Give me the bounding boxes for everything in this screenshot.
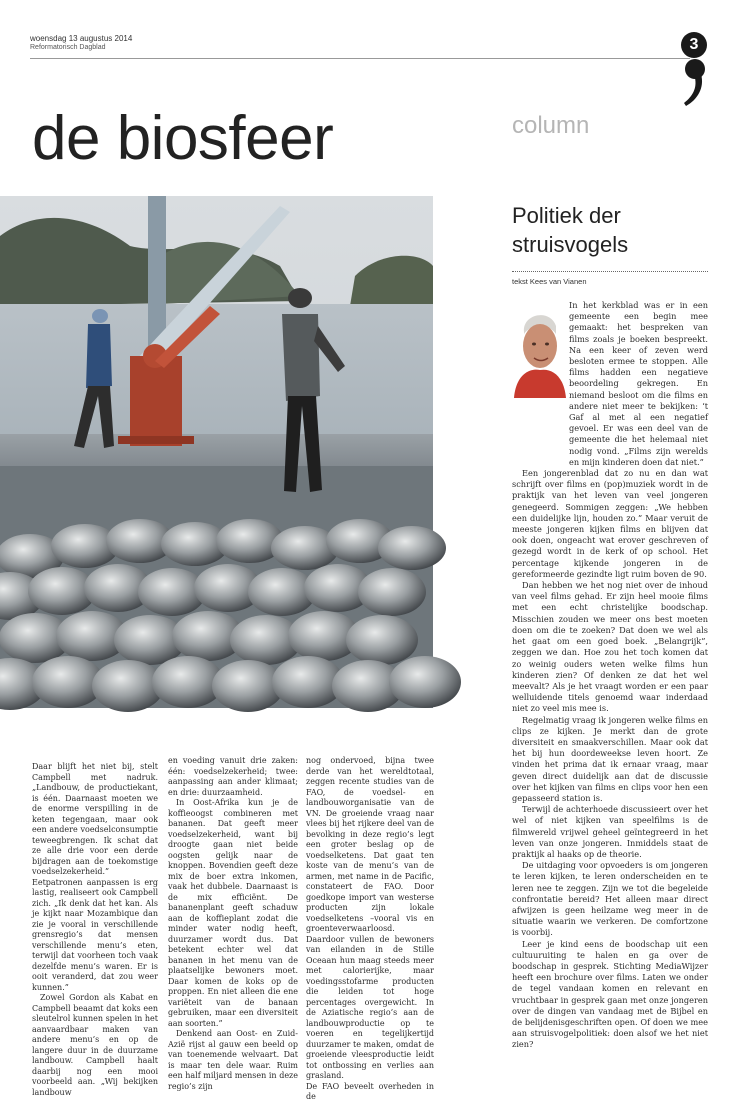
column-headline-line2: struisvogels [512, 232, 629, 257]
column-headline [512, 201, 712, 259]
article-paragraph: nog ondervoed, bijna twee derde van het wereldtotaal, zeggen recente studies van de FAO, de voedsel- en landbouworganisatie van de VN. De groeiende vraag naar vlees bij het rijkere deel van de bevolking in deze regio’s legt een groter beslag op de voedselketens. Dat gaat ten koste van de menu’s van de armen, met name in de Pacific, constateert de FAO. Door goedkope import van westerse producten zijn lokale voedselketens –vooral vis en groenteverwaarloosd. Daardoor vullen de bewoners van eilanden in de Stille Oceaan hun maag steeds meer met calorierijke, maar voedingsstofarme producten die leiden tot hoge percentages overgewicht. In de Aziatische regio’s aan de landbouwproductie op te voeren en tegelijkertijd duurzamer te maken, omdat de groeiende vleesproductie leidt tot ontbossing en verlies aan grasland. [306, 756, 434, 1080]
column-headline-line1: Politiek der [512, 203, 621, 228]
column-paragraph: In het kerkblad was er in een gemeente een begin mee gemaakt: het bespreken van films zoals je boeken bespreekt. Na een keer of zeven werd besloten ermee te stoppen. Alle films hadden een negatieve beoordeling gekregen. En niemand besloot om die films en andere niet meer te bekijken: ‘t Gaf al met al een negatief gevoel. Er was een deel van de gemeente die het helemaal niet nodig vond. „Films zijn werelds en mijn kinderen doen dat niet.” [569, 300, 708, 467]
byline: tekst Kees van Vianen [512, 277, 587, 286]
column-paragraph: De uitdaging voor opvoeders is om jongeren te leren kijken, te leren onderscheiden en te leren nee te zeggen. Zijn we tot die begeleide confrontatie bereid? Het alleen maar direct afwijzen is geen heilzame weg meer in de situatie waarin we verkeren. De comfortzone is voorbij. [512, 860, 708, 938]
article-paragraph: In Oost-Afrika kun je de koffieoogst combineren met bananen. Dat geeft meer voedselzekerheid, want bij droogte gaan niet beide oogsten gelijk naar de knoppen. Bovendien geeft deze mix de boer extra inkomen, vaak het dubbele. Daarnaast is de mix efficiënt. De bananenplant geeft schaduw aan de koffieplant zodat die minder water nodig heeft, duurzamer wordt dus. Dat betekent echter wel dat bananen in het menu van de plaatselijke bewoners moet. Daar komen de koks op de proppen. En niet alleen die ene variëteit van de banaan gebruiken, maar een diversiteit aan soorten.” [168, 798, 298, 1028]
issue-date: woensdag 13 augustus 2014 [30, 34, 133, 43]
column-paragraph: Dan hebben we het nog niet over de inhoud van veel films gehad. Er zijn heel mooie films met een echt christelijke boodschap. Misschien zouden we meer ons best moeten doen om die te zoeken? Dat doen we wel als het gaat om een goed boek. „Belangrijk”, zeggen we dan. Hoe zou het toch komen dat zo weinig ouders weten welke films hun kinderen zien? Of denken ze dat het wel meevalt? Als je het vraagt worden er een paar welluidende titels genoemd waar inderdaad niet zo veel mis mee is. [512, 580, 708, 714]
article-paragraph: Denkend aan Oost- en Zuid-Azië rijst al gauw een beeld op van toenemende welvaart. Dat is maar ten dele waar. Ruim een half miljard mensen in deze regio’s zijn [168, 1029, 298, 1091]
column-kicker: column [512, 112, 590, 139]
column-paragraph: Terwijl de achterhoede discussieert over het wel of niet kijken van speelfilms is de filmwereld vrijwel geheel geïntegreerd in het leven van onze jongeren. Inmiddels staat de praktijk al haaks op de theorie. [512, 804, 708, 859]
top-rule [30, 58, 690, 59]
fish-market-photo [0, 196, 433, 708]
article-column-1 [32, 762, 158, 1098]
masthead [30, 34, 132, 51]
article-column-2 [168, 756, 298, 1092]
article-paragraph: Daar blijft het niet bij, stelt Campbell met nadruk. „Landbouw, de productiekant, is één. Daarnaast moeten we de enorme verspilling in de keten tegengaan, maar ook een andere voedselconsumptie teweegbrengen. Ik schat dat ze alle drie voor een derde bijdragen aan de toekomstige voedselzekerheid.” Eetpatronen aanpassen is erg lastig, realiseert ook Campbell zich. „Ik denk dat het kan. Als je kijkt naar Mozambique dan zie je vooral in verschillende grensregio’s dat mensen verschillende menu’s eten, terwijl dat voorheen toch vaak dezelfde menu’s waren. Er is ooit veranderd, dat zou weer kunnen.” [32, 762, 158, 992]
article-paragraph: De FAO beveelt overheden in de [306, 1081, 434, 1101]
page-number: 3 [681, 32, 707, 58]
newspaper-name: Reformatorisch Dagblad [30, 44, 106, 51]
article-paragraph: en voeding vanuit drie zaken: één: voedselzekerheid; twee: aanpassing aan ander klimaat; en drie: duurzaamheid. [168, 756, 298, 797]
section-title: de biosfeer [32, 104, 334, 173]
dotted-divider [512, 271, 708, 272]
column-paragraph: Een jongerenblad dat zo nu en dan wat schrijft over films en (pop)muziek wordt in de praktijk van het leven van veel jongeren genegeerd. Sommigen zeggen: „We hebben een duidelijke lijn, houden zo.” Maar veruit de meeste jongeren kijken films en blijven dat ook doen, ongeacht wat erover geschreven of gezegd wordt in de kerk of op school. Het percentage kijkende jongeren in de gereformeerde gezindte ligt ruim boven de 90. [512, 468, 708, 579]
article-paragraph: Zowel Gordon als Kabat en Campbell beaamt dat koks een sleutelrol kunnen spelen in het aanvaardbaar maken van andere menu’s en op de langere duur in de duurzame landbouw. Campbell haalt daarbij nog een mooi voorbeeld aan. „Wij bekijken landbouw [32, 993, 158, 1097]
column-paragraph: Regelmatig vraag ik jongeren welke films en clips ze kijken. Je merkt dan de grote diversiteit en smaakverschillen. Maar ook dat het bij hun doordeweekse leven hoort. Ze vinden het prima dat ik ernaar vraag, maar geven direct duidelijk aan dat de discussie over het kijken van films en clips voor hen een gepasseerd station is. [512, 714, 708, 803]
article-column-3 [306, 756, 434, 1103]
column-body [512, 300, 708, 1051]
column-paragraph: Leer je kind eens de boodschap uit een cultuuruiting te halen en ga over de boodschap in gesprek. Stichting MediaWijzer heeft een brochure over films. Laten we onder de tegel vandaan komen en relevant en vruchtbaar in gesprek gaan met onze jongeren over de dingen van vandaag met de Bijbel en de belijdenisgeschriften open. Of doen we mee aan struisvogelpolitiek: doen alsof we het niet zien? [512, 938, 708, 1050]
comma-icon [683, 58, 705, 108]
